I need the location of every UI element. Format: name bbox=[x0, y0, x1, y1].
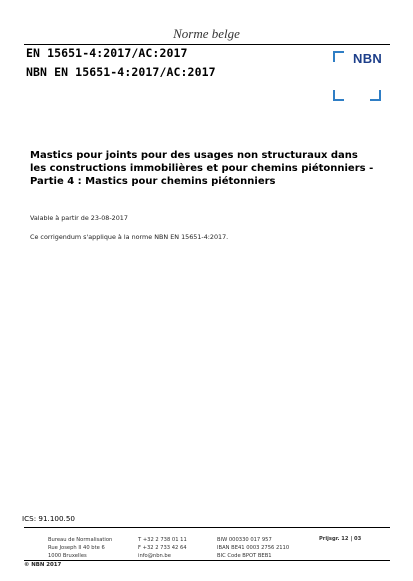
logo-corner-bottom-left bbox=[333, 90, 344, 101]
bottom-divider bbox=[24, 560, 390, 561]
standard-reference-nbn: NBN EN 15651-4:2017/AC:2017 bbox=[26, 65, 216, 79]
footer-divider bbox=[24, 527, 390, 528]
header-divider bbox=[24, 44, 390, 45]
footer-bank-line: BIC Code BPOT BEB1 bbox=[217, 553, 272, 559]
footer-address-line: 1000 Bruxelles bbox=[48, 553, 87, 559]
footer-email: info@nbn.be bbox=[138, 553, 171, 559]
footer-phone: T +32 2 738 01 11 bbox=[138, 537, 187, 543]
copyright: © NBN 2017 bbox=[24, 562, 62, 568]
footer-fax: F +32 2 733 42 64 bbox=[138, 545, 187, 551]
document-title: Mastics pour joints pour des usages non structuraux dans les constructions immobilières et pour chemins piétonniers - Partie 4 : Mastics pour chemins piétonniers bbox=[30, 150, 374, 187]
logo-text: NBN bbox=[353, 51, 383, 66]
standard-reference-en: EN 15651-4:2017/AC:2017 bbox=[26, 46, 188, 60]
document-type: Norme belge bbox=[173, 26, 240, 41]
footer-bank bbox=[217, 536, 289, 560]
footer-address-line: Bureau de Normalisation bbox=[48, 537, 113, 543]
ics-code: ICS: 91.100.50 bbox=[22, 514, 75, 523]
validity-date: Valable à partir de 23-08-2017 bbox=[30, 214, 128, 222]
price-code: Prijsgr. 12 | 03 bbox=[319, 536, 362, 542]
footer-contact bbox=[138, 536, 187, 560]
logo-corner-bottom-right bbox=[370, 90, 381, 101]
nbn-logo bbox=[331, 49, 383, 103]
footer-address-line: Rue Joseph II 40 bte 6 bbox=[48, 545, 105, 551]
footer-bank-line: BIW 000330 017 957 bbox=[217, 537, 272, 543]
footer-bank-line: IBAN BE41 0003 2756 2110 bbox=[217, 545, 290, 551]
logo-corner-top-left bbox=[333, 51, 344, 62]
corrigendum-note: Ce corrigendum s'applique à la norme NBN EN 15651-4:2017. bbox=[30, 233, 229, 241]
footer-address bbox=[48, 536, 112, 560]
